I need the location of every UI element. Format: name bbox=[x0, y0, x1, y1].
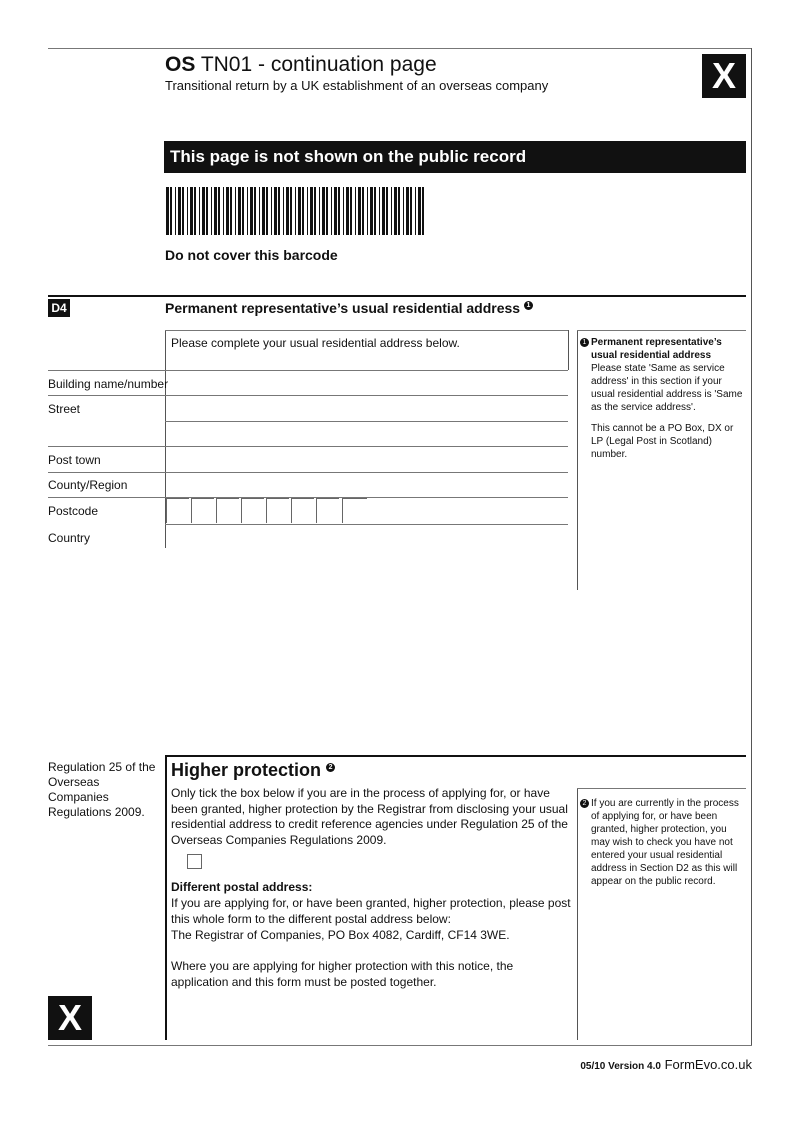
intro-text: Please complete your usual residential address below. bbox=[171, 336, 460, 350]
top-frame-line bbox=[48, 48, 752, 49]
sidenote-2 bbox=[580, 797, 746, 888]
sidenote-para: Please state 'Same as service address' in this section if your usual residential address is 'Same as the service address'. bbox=[591, 363, 743, 413]
regulation-note: Regulation 25 of the Overseas Companies Regulations 2009. bbox=[48, 760, 156, 819]
section-tag: D4 bbox=[48, 299, 70, 317]
postcode-char-box[interactable] bbox=[216, 498, 239, 523]
postcode-char-box[interactable] bbox=[266, 498, 289, 523]
postcode-label: Postcode bbox=[48, 504, 99, 518]
sidenote-text: If you are currently in the process of applying for, or have been granted, higher protection, you may wish to check you have not entered your usual residential address in Section D2 as this will appear on the public record. bbox=[591, 798, 739, 887]
not-public-banner: This page is not shown on the public record bbox=[164, 141, 746, 173]
post-town-label: Post town bbox=[48, 453, 101, 467]
sidenote-2-border bbox=[577, 788, 578, 1040]
building-input[interactable] bbox=[166, 371, 568, 395]
right-frame-line bbox=[751, 48, 752, 1046]
postcode-char-box[interactable] bbox=[166, 498, 189, 523]
building-label: Building name/number bbox=[48, 377, 169, 391]
higher-protection-left-border bbox=[165, 755, 167, 1040]
barcode-note: Do not cover this barcode bbox=[165, 247, 338, 263]
higher-protection-checkbox[interactable] bbox=[187, 854, 202, 869]
postal-body: If you are applying for, or have been granted, higher protection, please post this whole form to the different postal address below: bbox=[171, 896, 571, 926]
postal-heading: Different postal address: bbox=[171, 880, 313, 894]
form-subtitle: Transitional return by a UK establishment of an overseas company bbox=[165, 78, 549, 93]
sidenote-2-top-line bbox=[577, 788, 746, 789]
street-input-2[interactable] bbox=[166, 422, 568, 446]
higher-protection-para: Where you are applying for higher protection with this notice, the application and this form must be posted together. bbox=[171, 959, 514, 989]
note-marker-1: 1 bbox=[524, 301, 533, 310]
x-mark-bottom: X bbox=[48, 996, 92, 1040]
higher-protection-title: Higher protection 2 bbox=[171, 760, 335, 781]
sidenote-1-border bbox=[577, 330, 578, 590]
footer bbox=[580, 1057, 752, 1072]
postcode-char-box[interactable] bbox=[316, 498, 339, 523]
sidenote-1-top-line bbox=[577, 330, 746, 331]
postcode-char-box[interactable] bbox=[241, 498, 264, 523]
bottom-frame-line bbox=[48, 1045, 752, 1046]
form-right-border bbox=[568, 330, 569, 370]
sidenote-marker: 2 bbox=[580, 799, 589, 808]
footer-brand: FormEvo.co.uk bbox=[664, 1057, 752, 1072]
country-input[interactable] bbox=[166, 525, 568, 549]
sidenote-para: This cannot be a PO Box, DX or LP (Legal Post in Scotland) number. bbox=[591, 423, 734, 460]
county-input[interactable] bbox=[166, 473, 568, 497]
sidenote-marker: 1 bbox=[580, 338, 589, 347]
postcode-char-box[interactable] bbox=[342, 498, 367, 523]
barcode bbox=[166, 187, 426, 235]
section-title: Permanent representative’s usual residential address 1 bbox=[165, 300, 533, 316]
note-marker-2: 2 bbox=[326, 763, 335, 772]
x-mark-top: X bbox=[702, 54, 746, 98]
postcode-char-box[interactable] bbox=[191, 498, 214, 523]
post-town-input[interactable] bbox=[166, 447, 568, 471]
footer-version: 05/10 Version 4.0 bbox=[580, 1061, 661, 1072]
higher-protection-rule bbox=[165, 755, 746, 757]
postcode-char-box[interactable] bbox=[291, 498, 314, 523]
street-label: Street bbox=[48, 402, 81, 416]
county-label: County/Region bbox=[48, 478, 128, 492]
country-label: Country bbox=[48, 531, 91, 545]
form-title: OS TN01 - continuation page bbox=[165, 53, 437, 76]
street-input-1[interactable] bbox=[166, 396, 568, 420]
form-top-border bbox=[165, 330, 568, 331]
sidenote-heading: Permanent representative’s usual residential address bbox=[591, 337, 722, 361]
higher-protection-para: Only tick the box below if you are in the process of applying for, or have been granted, higher protection by the Registrar from disclosing your usual residential address to credit reference agencies under Regulation 25 of the Overseas Companies Regulations 2009. bbox=[171, 786, 568, 847]
postal-address: The Registrar of Companies, PO Box 4082, Cardiff, CF14 3WE. bbox=[171, 928, 510, 942]
section-d4-rule bbox=[48, 295, 746, 297]
sidenote-1 bbox=[580, 336, 748, 461]
